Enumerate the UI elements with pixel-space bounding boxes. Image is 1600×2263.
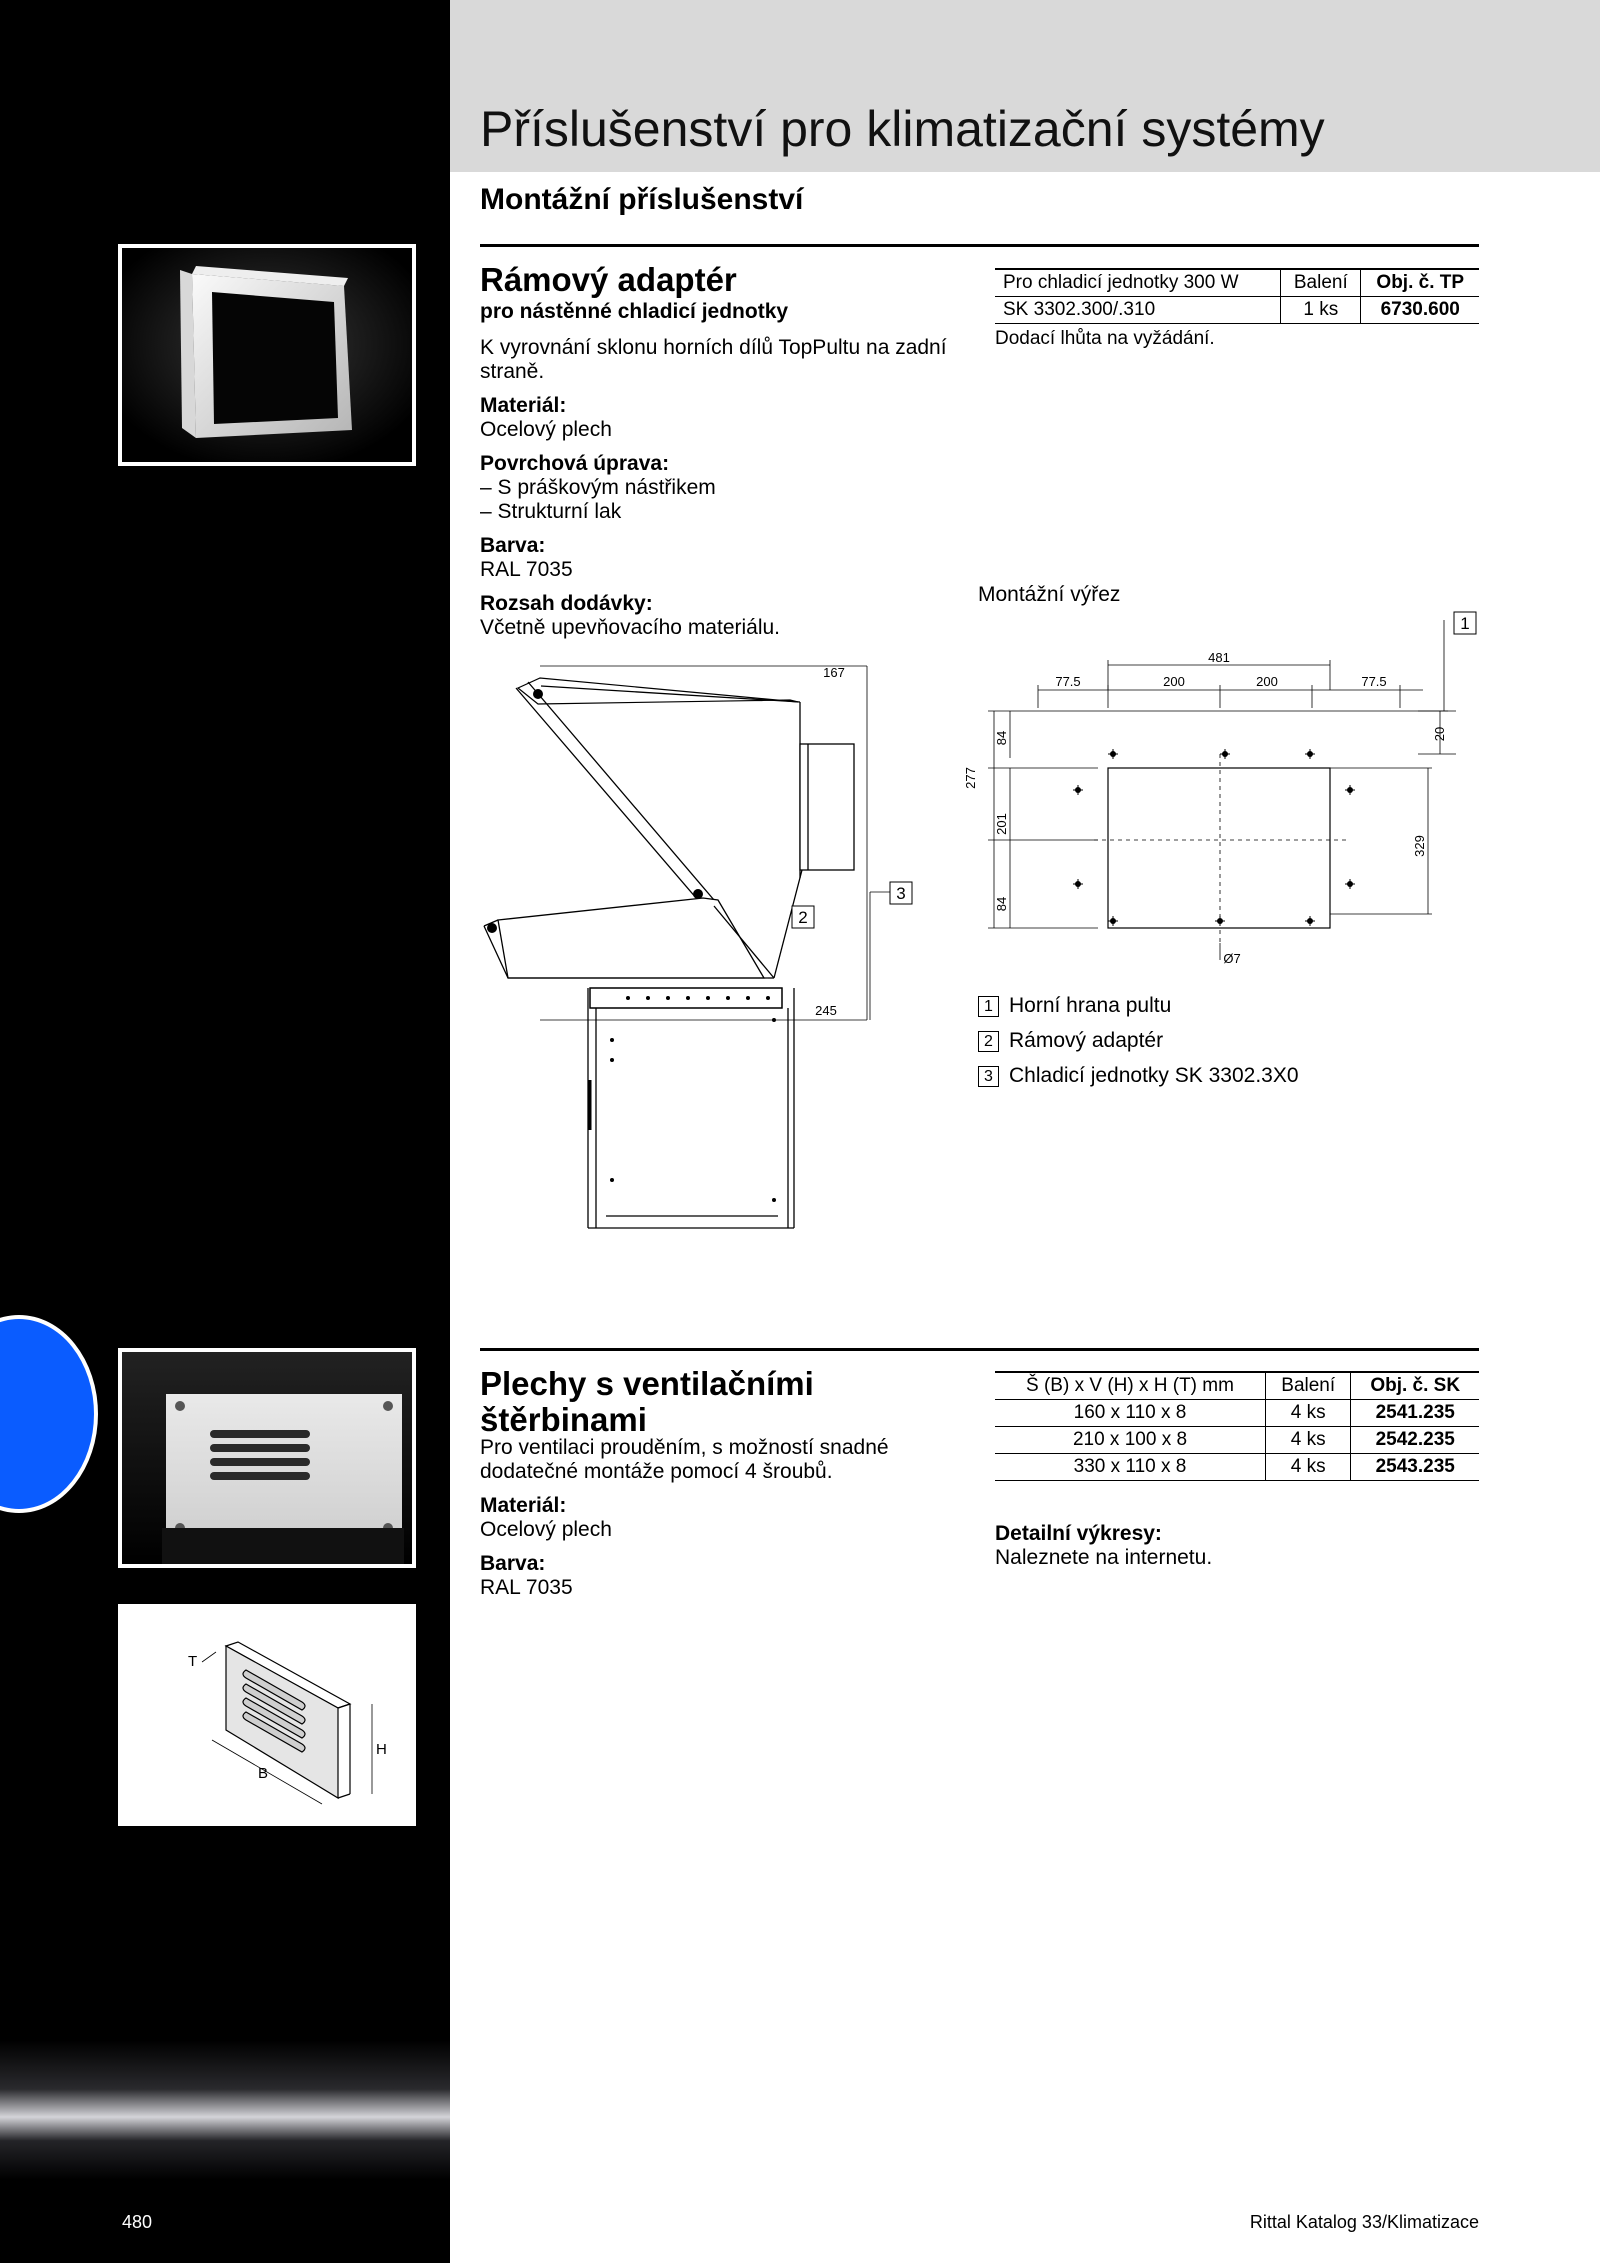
product1-description: K vyrovnání sklonu horních dílů TopPultu na zadní straně.: [480, 336, 947, 383]
dim-hole: Ø7: [1223, 951, 1241, 966]
legend-badge: 2: [978, 1031, 999, 1052]
dim-329: 329: [1412, 835, 1427, 857]
dim-77-5-right: 77.5: [1361, 674, 1387, 689]
legend-badge: 1: [978, 996, 999, 1017]
color-label: Barva:: [480, 1552, 546, 1575]
dim-77-5-left: 77.5: [1055, 674, 1081, 689]
legend-item: [978, 1029, 1163, 1053]
legend-item: [978, 994, 1171, 1018]
table-row: [995, 1427, 1479, 1454]
table-row: [995, 297, 1479, 324]
table-header: Pro chladicí jednotky 300 W: [995, 269, 1281, 297]
order-number: 2542.235: [1351, 1427, 1479, 1454]
table-cell: 160 x 110 x 8: [995, 1400, 1266, 1427]
vent-plate-sketch: [118, 1604, 416, 1826]
color-value: RAL 7035: [480, 1576, 573, 1599]
dim-201: 201: [994, 813, 1009, 835]
product2-name-line: štěrbinami: [480, 1401, 647, 1438]
legend-text: Rámový adaptér: [1009, 1029, 1164, 1052]
material-value: Ocelový plech: [480, 418, 612, 441]
order-number: 2543.235: [1351, 1454, 1479, 1481]
hole-marks: [1073, 749, 1355, 926]
dim-200-left: 200: [1163, 674, 1185, 689]
table-row: [995, 1400, 1479, 1427]
section-title: Montážní příslušenství: [480, 183, 804, 216]
callout-2: 2: [798, 908, 808, 927]
table-cell: 4 ks: [1266, 1400, 1351, 1427]
table-cell: 210 x 100 x 8: [995, 1427, 1266, 1454]
vent-plate-photo: [118, 1348, 416, 1568]
table-cell: SK 3302.300/.310: [995, 297, 1281, 324]
dim-245: 245: [815, 1003, 837, 1018]
sidebar-glow: [0, 2040, 450, 2180]
section-rule: [480, 244, 1479, 247]
material-value: Ocelový plech: [480, 1518, 612, 1541]
product2-name: [480, 1366, 814, 1438]
table-cell: 330 x 110 x 8: [995, 1454, 1266, 1481]
dim-84-bottom: 84: [994, 896, 1009, 912]
table-row: [995, 1454, 1479, 1481]
product1-table: [995, 268, 1479, 324]
delivery-note: Dodací lhůta na vyžádání.: [995, 328, 1215, 349]
product1-name: Rámový adaptér: [480, 261, 737, 298]
color-label: Barva:: [480, 534, 546, 557]
mounting-cutout-drawing: [963, 608, 1478, 978]
legend-text: Horní hrana pultu: [1009, 994, 1172, 1017]
dim-481: 481: [1208, 650, 1230, 665]
color-value: RAL 7035: [480, 558, 573, 581]
page-title: Příslušenství pro klimatizační systémy: [480, 101, 1325, 157]
product2-description: Pro ventilaci prouděním, s možností snadné dodatečné montáže pomocí 4 šroubů.: [480, 1436, 889, 1483]
legend-text: Chladicí jednotky SK 3302.3X0: [1009, 1064, 1299, 1087]
sketch-label-b: B: [258, 1765, 269, 1782]
table-header: Obj. č. TP: [1361, 269, 1479, 297]
product2-details: [480, 1436, 950, 1600]
order-number: 6730.600: [1361, 297, 1479, 324]
sketch-label-t: T: [188, 1653, 198, 1670]
scope-value: Včetně upevňovacího materiálu.: [480, 616, 781, 639]
product2-name-line: Plechy s ventilačními: [480, 1365, 814, 1402]
finish-label: Povrchová úprava:: [480, 452, 670, 475]
product2-rule: [480, 1348, 1479, 1351]
product1-details: [480, 336, 960, 640]
product2-table: [995, 1371, 1479, 1481]
table-header: Š (B) x V (H) x H (T) mm: [995, 1372, 1266, 1400]
catalog-footer: Rittal Katalog 33/Klimatizace: [1249, 2212, 1479, 2232]
dim-277: 277: [963, 767, 978, 789]
legend-badge: 3: [978, 1066, 999, 1087]
table-cell: 1 ks: [1281, 297, 1361, 324]
table-header: Balení: [1266, 1372, 1351, 1400]
material-label: Materiál:: [480, 394, 567, 417]
callout-1: 1: [1460, 614, 1470, 633]
finish-item: – Strukturní lak: [480, 500, 622, 523]
dim-84-top: 84: [994, 730, 1009, 746]
frame-adapter-photo: [118, 244, 416, 466]
finish-item: – S práškovým nástřikem: [480, 476, 716, 499]
legend-item: [978, 1064, 1299, 1088]
drawings-info: [995, 1522, 1212, 1570]
table-header: Obj. č. SK: [1351, 1372, 1479, 1400]
sketch-label-h: H: [376, 1741, 387, 1758]
product1-subtitle: pro nástěnné chladicí jednotky: [480, 300, 789, 323]
scope-label: Rozsah dodávky:: [480, 592, 653, 615]
cutout-title: Montážní výřez: [978, 583, 1121, 606]
table-cell: 4 ks: [1266, 1427, 1351, 1454]
dim-167: 167: [823, 665, 845, 680]
order-number: 2541.235: [1351, 1400, 1479, 1427]
callout-3: 3: [896, 884, 906, 903]
table-header: Balení: [1281, 269, 1361, 297]
page-number: 480: [122, 2212, 153, 2232]
drawings-value: Naleznete na internetu.: [995, 1546, 1213, 1569]
side-view-drawing: [478, 660, 908, 1240]
material-label: Materiál:: [480, 1494, 567, 1517]
table-cell: 4 ks: [1266, 1454, 1351, 1481]
drawings-label: Detailní výkresy:: [995, 1522, 1162, 1545]
dim-200-right: 200: [1256, 674, 1278, 689]
dim-20: 20: [1432, 726, 1447, 742]
